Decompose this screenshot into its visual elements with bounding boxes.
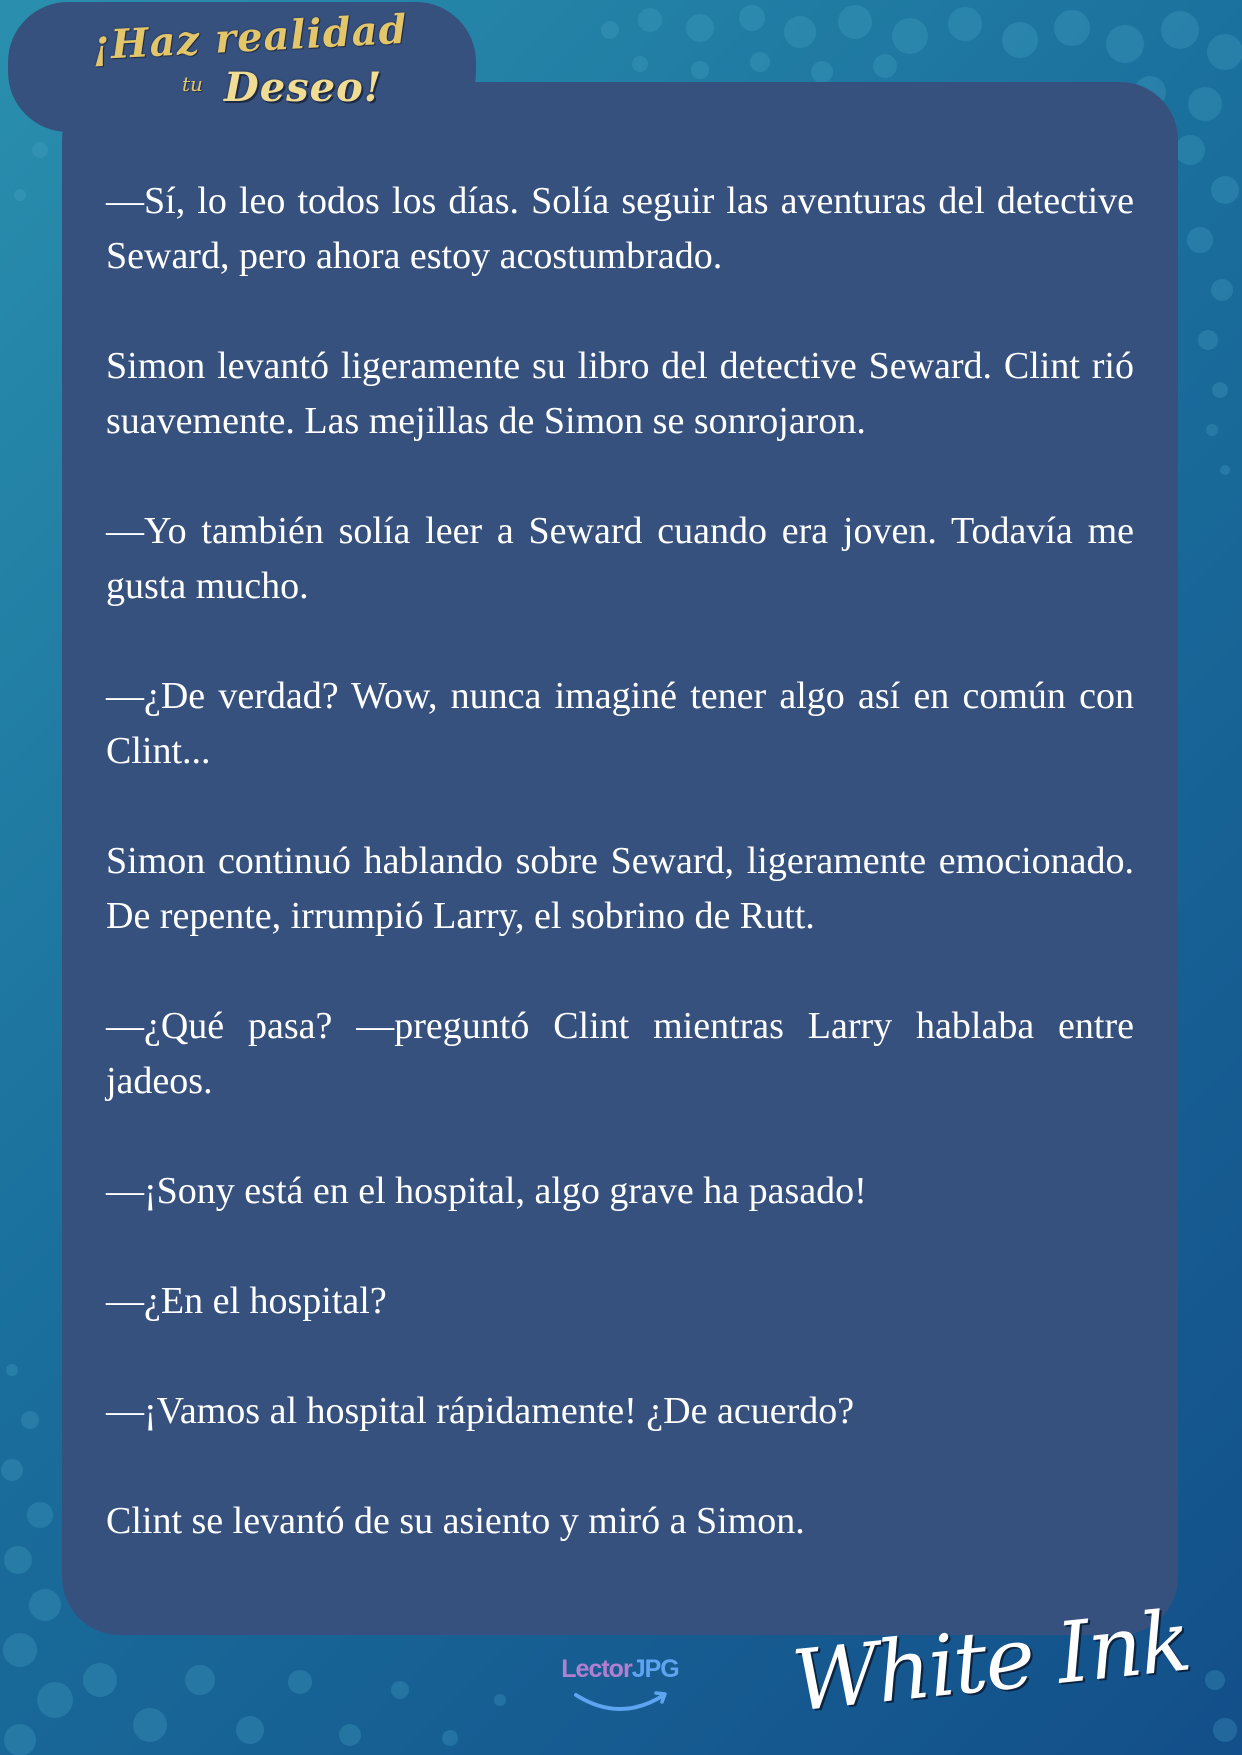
paragraph: —¿De verdad? Wow, nunca imaginé tener algo así en común con Clint... [106,675,1134,772]
lectorjpg-watermark [545,1655,695,1725]
lector-text: Lector [561,1655,632,1683]
paragraph: —¡Vamos al hospital rápidamente! ¿De acuerdo? [106,1390,855,1432]
paragraph: —Yo también solía leer a Seward cuando era joven. Todavía me gusta mucho. [106,510,1134,607]
paragraph: Simon levantó ligeramente su libro del detective Seward. Clint rió suavemente. Las mejillas de Simon se sonrojaron. [106,345,1134,442]
paragraph: —¡Sony está en el hospital, algo grave ha pasado! [106,1170,867,1212]
logo-line-1: ¡Haz realidad [90,5,409,70]
smile-arc-icon [570,1689,670,1717]
jpg-text: JPG [631,1655,679,1683]
paragraph: —¿Qué pasa? —preguntó Clint mientras Larry hablaba entre jadeos. [106,1005,1134,1102]
story-text [106,174,1134,1549]
logo-line-3: Deseo! [224,64,383,111]
paragraph: —Sí, lo leo todos los días. Solía seguir las aventuras del detective Seward, pero ahora estoy acostumbrado. [106,180,1134,277]
lectorjpg-wordmark [561,1655,678,1683]
paragraph: Simon continuó hablando sobre Seward, ligeramente emocionado. De repente, irrumpió Larry, el sobrino de Rutt. [106,840,1134,937]
logo-line-2: tu [182,72,203,96]
logo [90,5,409,124]
paragraph: —¿En el hospital? [106,1280,387,1322]
white-ink-signature: White Ink [788,1591,1195,1731]
paragraph: Clint se levantó de su asiento y miró a Simon. [106,1500,805,1542]
